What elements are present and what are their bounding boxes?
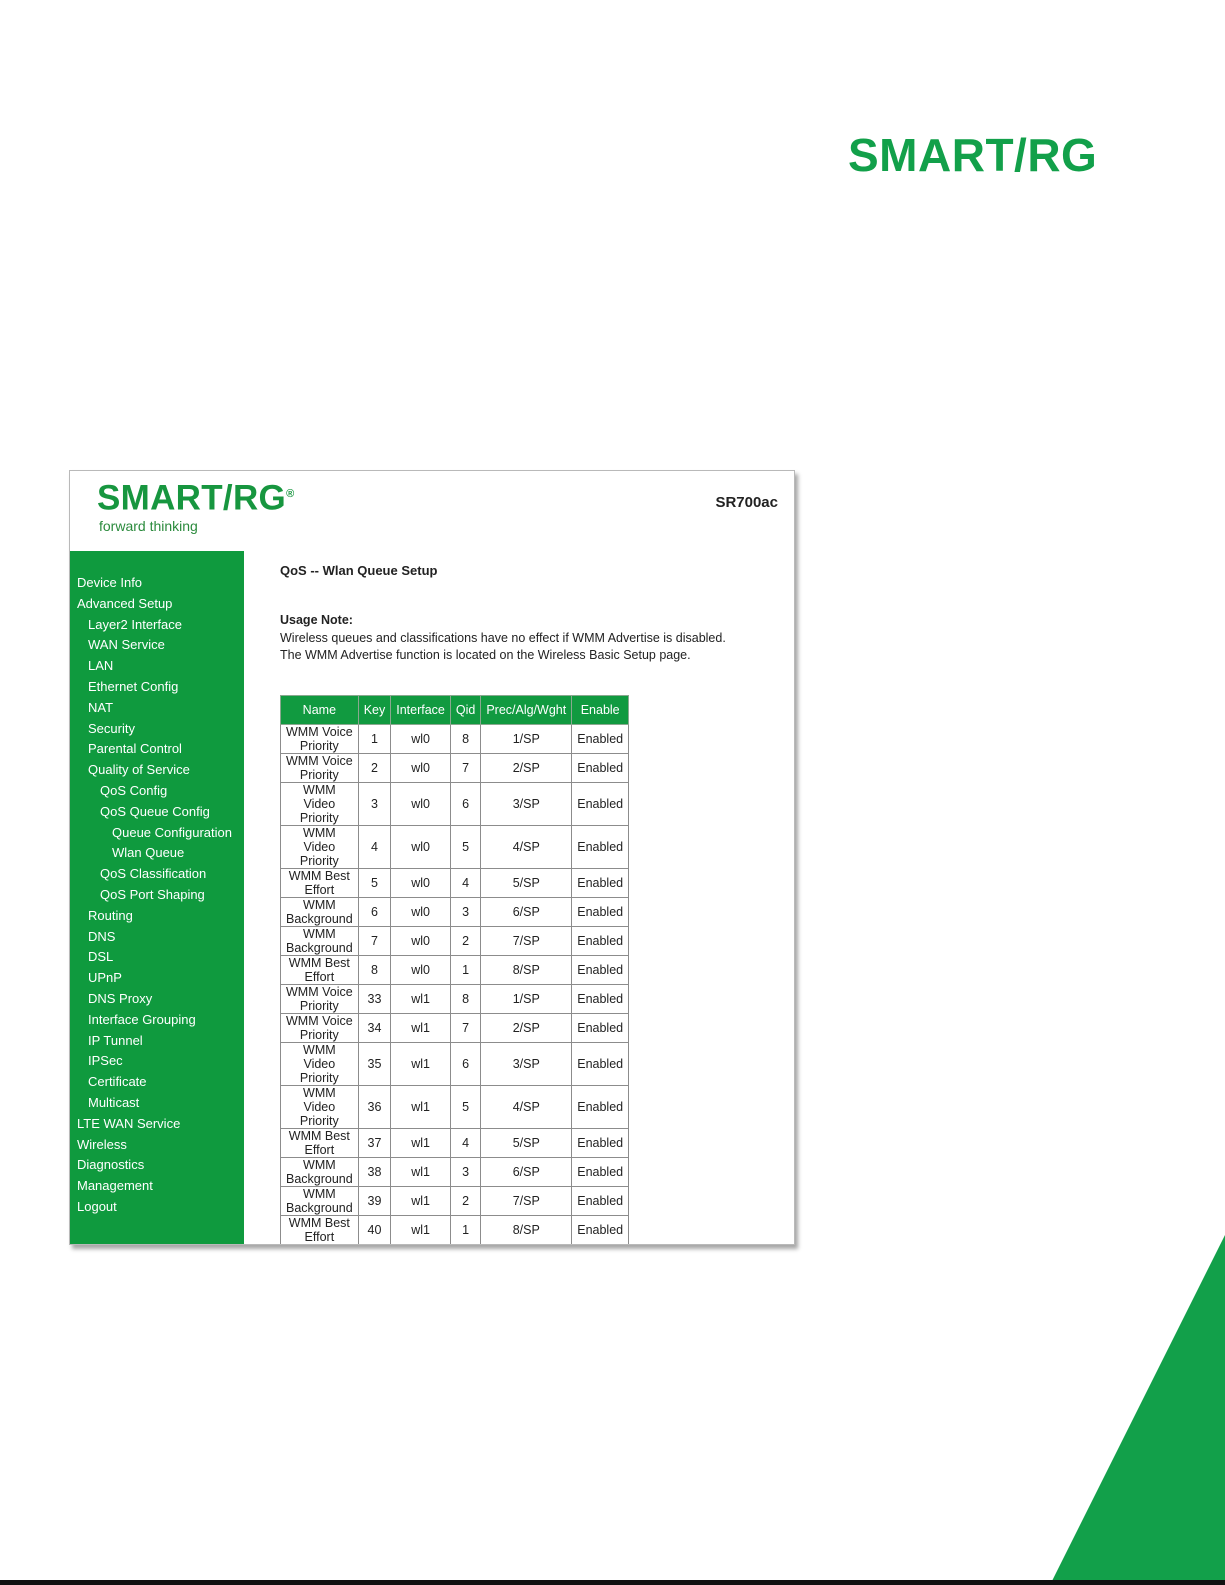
cell-key: 39 xyxy=(358,1187,391,1216)
sidebar-item-queue-configuration[interactable]: Queue Configuration xyxy=(112,824,232,840)
cell-name: WMM Background xyxy=(281,898,359,927)
usage-note-line-1: Wireless queues and classifications have no effect if WMM Advertise is disabled. xyxy=(280,630,726,645)
cell-prec-alg-wght: 7/SP xyxy=(481,1187,572,1216)
cell-prec-alg-wght: 3/SP xyxy=(481,783,572,826)
cell-qid: 2 xyxy=(450,1187,480,1216)
table-row xyxy=(281,985,629,1014)
sidebar-item-ethernet-config[interactable]: Ethernet Config xyxy=(88,678,179,694)
col-header-prec-alg-wght: Prec/Alg/Wght xyxy=(481,696,572,725)
sidebar-item-interface-grouping[interactable]: Interface Grouping xyxy=(88,1011,196,1027)
sidebar-item-device-info[interactable]: Device Info xyxy=(77,575,143,590)
sidebar-item-dsl[interactable]: DSL xyxy=(88,949,114,965)
cell-prec-alg-wght: 4/SP xyxy=(481,826,572,869)
sidebar-item-ip-tunnel[interactable]: IP Tunnel xyxy=(88,1032,143,1048)
cell-interface: wl1 xyxy=(391,1014,451,1043)
usage-note xyxy=(280,612,780,665)
cell-key: 1 xyxy=(358,725,391,754)
cell-name: WMM Voice Priority xyxy=(281,725,359,754)
cell-enable: Enabled xyxy=(572,898,629,927)
brand-tagline: forward thinking xyxy=(99,517,198,534)
cell-name: WMM Voice Priority xyxy=(281,1014,359,1043)
cell-key: 38 xyxy=(358,1158,391,1187)
cell-interface: wl1 xyxy=(391,1216,451,1245)
sidebar-item-routing[interactable]: Routing xyxy=(88,907,133,923)
cell-qid: 6 xyxy=(450,783,480,826)
cell-interface: wl0 xyxy=(391,956,451,985)
table-row xyxy=(281,1216,629,1245)
table-row xyxy=(281,1158,629,1187)
brand-name xyxy=(97,474,294,519)
cell-qid: 2 xyxy=(450,927,480,956)
cell-key: 3 xyxy=(358,783,391,826)
sidebar-item-lte-wan-service[interactable]: LTE WAN Service xyxy=(77,1115,181,1131)
cell-prec-alg-wght: 1/SP xyxy=(481,725,572,754)
cell-prec-alg-wght: 5/SP xyxy=(481,1129,572,1158)
cell-key: 35 xyxy=(358,1043,391,1086)
brand-name-text: SMART/RG xyxy=(97,478,287,518)
col-header-enable: Enable xyxy=(572,696,629,725)
table-row xyxy=(281,1014,629,1043)
cell-enable: Enabled xyxy=(572,869,629,898)
cell-name: WMM Video Priority xyxy=(281,783,359,826)
cell-key: 33 xyxy=(358,985,391,1014)
usage-note-line-2: The WMM Advertise function is located on the Wireless Basic Setup page. xyxy=(280,648,691,662)
cell-qid: 8 xyxy=(450,985,480,1014)
cell-enable: Enabled xyxy=(572,985,629,1014)
router-header xyxy=(70,471,794,551)
table-row xyxy=(281,783,629,826)
cell-prec-alg-wght: 8/SP xyxy=(481,956,572,985)
cell-enable: Enabled xyxy=(572,754,629,783)
cell-interface: wl0 xyxy=(391,783,451,826)
cell-interface: wl0 xyxy=(391,869,451,898)
table-row xyxy=(281,754,629,783)
cell-interface: wl1 xyxy=(391,1158,451,1187)
cell-key: 6 xyxy=(358,898,391,927)
cell-key: 37 xyxy=(358,1129,391,1158)
sidebar-item-layer2-interface[interactable]: Layer2 Interface xyxy=(88,616,182,632)
cell-name: WMM Background xyxy=(281,927,359,956)
model-name: SR700ac xyxy=(715,494,778,511)
cell-qid: 3 xyxy=(450,1158,480,1187)
table-row xyxy=(281,956,629,985)
table-row xyxy=(281,898,629,927)
registered-mark: ® xyxy=(286,488,295,500)
sidebar-item-management[interactable]: Management xyxy=(77,1178,153,1194)
cell-enable: Enabled xyxy=(572,1014,629,1043)
cell-interface: wl1 xyxy=(391,1187,451,1216)
cell-qid: 8 xyxy=(450,725,480,754)
cell-key: 2 xyxy=(358,754,391,783)
cell-key: 8 xyxy=(358,956,391,985)
cell-interface: wl1 xyxy=(391,985,451,1014)
cell-name: WMM Video Priority xyxy=(281,1043,359,1086)
sidebar-menu xyxy=(70,573,232,1218)
table-header-row xyxy=(281,696,629,725)
cell-name: WMM Background xyxy=(281,1158,359,1187)
cell-interface: wl0 xyxy=(391,927,451,956)
cell-qid: 3 xyxy=(450,898,480,927)
sidebar-item-wan-service[interactable]: WAN Service xyxy=(88,637,165,653)
sidebar-item-certificate[interactable]: Certificate xyxy=(88,1074,147,1090)
table-row xyxy=(281,725,629,754)
cell-key: 5 xyxy=(358,869,391,898)
cell-qid: 5 xyxy=(450,1086,480,1129)
table-row xyxy=(281,1043,629,1086)
cell-qid: 6 xyxy=(450,1043,480,1086)
green-corner-wedge xyxy=(1050,1235,1225,1585)
cell-qid: 1 xyxy=(450,1216,480,1245)
sidebar-item-multicast[interactable]: Multicast xyxy=(88,1094,140,1110)
col-header-name: Name xyxy=(281,696,359,725)
cell-enable: Enabled xyxy=(572,783,629,826)
router-brand-logo xyxy=(97,474,294,533)
cell-name: WMM Voice Priority xyxy=(281,985,359,1014)
cell-interface: wl0 xyxy=(391,826,451,869)
cell-prec-alg-wght: 7/SP xyxy=(481,927,572,956)
cell-prec-alg-wght: 8/SP xyxy=(481,1216,572,1245)
cell-enable: Enabled xyxy=(572,1158,629,1187)
cell-key: 7 xyxy=(358,927,391,956)
table-row xyxy=(281,1086,629,1129)
cell-prec-alg-wght: 5/SP xyxy=(481,869,572,898)
sidebar-item-upnp[interactable]: UPnP xyxy=(88,970,122,986)
table-row xyxy=(281,927,629,956)
cell-enable: Enabled xyxy=(572,1043,629,1086)
cell-qid: 7 xyxy=(450,1014,480,1043)
cell-prec-alg-wght: 2/SP xyxy=(481,1014,572,1043)
cell-prec-alg-wght: 6/SP xyxy=(481,1158,572,1187)
router-ui-screenshot xyxy=(69,470,795,1245)
cell-qid: 4 xyxy=(450,1129,480,1158)
cell-name: WMM Video Priority xyxy=(281,826,359,869)
cell-prec-alg-wght: 4/SP xyxy=(481,1086,572,1129)
cell-enable: Enabled xyxy=(572,956,629,985)
cell-name: WMM Best Effort xyxy=(281,956,359,985)
cell-qid: 5 xyxy=(450,826,480,869)
cell-enable: Enabled xyxy=(572,1216,629,1245)
sidebar-item-wireless[interactable]: Wireless xyxy=(77,1136,127,1152)
sidebar-item-qos-config[interactable]: QoS Config xyxy=(100,782,168,798)
table-row xyxy=(281,1187,629,1216)
sidebar-item-quality-of-service[interactable]: Quality of Service xyxy=(88,762,190,778)
cell-prec-alg-wght: 3/SP xyxy=(481,1043,572,1086)
cell-interface: wl1 xyxy=(391,1129,451,1158)
cell-name: WMM Voice Priority xyxy=(281,754,359,783)
table-row xyxy=(281,826,629,869)
col-header-key: Key xyxy=(358,696,391,725)
table-row xyxy=(281,1129,629,1158)
sidebar-item-parental-control[interactable]: Parental Control xyxy=(88,741,182,757)
cell-qid: 1 xyxy=(450,956,480,985)
sidebar-item-qos-classification[interactable]: QoS Classification xyxy=(100,866,207,882)
cell-enable: Enabled xyxy=(572,1086,629,1129)
cell-enable: Enabled xyxy=(572,1187,629,1216)
cell-key: 34 xyxy=(358,1014,391,1043)
cell-enable: Enabled xyxy=(572,725,629,754)
cell-name: WMM Best Effort xyxy=(281,1129,359,1158)
cell-name: WMM Video Priority xyxy=(281,1086,359,1129)
cell-enable: Enabled xyxy=(572,826,629,869)
cell-interface: wl0 xyxy=(391,754,451,783)
cell-name: WMM Background xyxy=(281,1187,359,1216)
col-header-interface: Interface xyxy=(391,696,451,725)
cell-prec-alg-wght: 6/SP xyxy=(481,898,572,927)
table-body xyxy=(281,725,629,1245)
sidebar-item-ipsec[interactable]: IPSec xyxy=(88,1053,123,1069)
cell-name: WMM Best Effort xyxy=(281,1216,359,1245)
cell-prec-alg-wght: 2/SP xyxy=(481,754,572,783)
cell-interface: wl0 xyxy=(391,725,451,754)
cell-prec-alg-wght: 1/SP xyxy=(481,985,572,1014)
usage-note-heading: Usage Note: xyxy=(280,613,353,627)
sidebar-item-qos-queue-config[interactable]: QoS Queue Config xyxy=(100,803,210,819)
sidebar-item-lan[interactable]: LAN xyxy=(88,658,114,674)
cell-key: 4 xyxy=(358,826,391,869)
page-title: QoS -- Wlan Queue Setup xyxy=(280,563,438,578)
sidebar-item-qos-port-shaping[interactable]: QoS Port Shaping xyxy=(100,886,205,902)
cell-qid: 7 xyxy=(450,754,480,783)
cell-qid: 4 xyxy=(450,869,480,898)
cell-enable: Enabled xyxy=(572,927,629,956)
cell-interface: wl1 xyxy=(391,1043,451,1086)
cell-enable: Enabled xyxy=(572,1129,629,1158)
sidebar-item-nat[interactable]: NAT xyxy=(88,699,114,715)
sidebar-item-wlan-queue[interactable]: Wlan Queue xyxy=(112,845,185,861)
col-header-qid: Qid xyxy=(450,696,480,725)
cell-name: WMM Best Effort xyxy=(281,869,359,898)
sidebar-item-logout[interactable]: Logout xyxy=(77,1198,117,1214)
wlan-queue-table xyxy=(280,695,629,1245)
smartrg-page-logo: SMART/RG xyxy=(848,129,1098,181)
sidebar-item-advanced-setup[interactable]: Advanced Setup xyxy=(77,595,173,611)
page-bottom-rule xyxy=(0,1580,1225,1585)
cell-key: 36 xyxy=(358,1086,391,1129)
table-row xyxy=(281,869,629,898)
cell-interface: wl0 xyxy=(391,898,451,927)
sidebar-item-dns-proxy[interactable]: DNS Proxy xyxy=(88,990,153,1006)
cell-key: 40 xyxy=(358,1216,391,1245)
sidebar-item-security[interactable]: Security xyxy=(88,720,135,736)
cell-interface: wl1 xyxy=(391,1086,451,1129)
sidebar-item-dns[interactable]: DNS xyxy=(88,928,116,944)
sidebar-nav xyxy=(70,551,244,1244)
sidebar-item-diagnostics[interactable]: Diagnostics xyxy=(77,1157,145,1173)
